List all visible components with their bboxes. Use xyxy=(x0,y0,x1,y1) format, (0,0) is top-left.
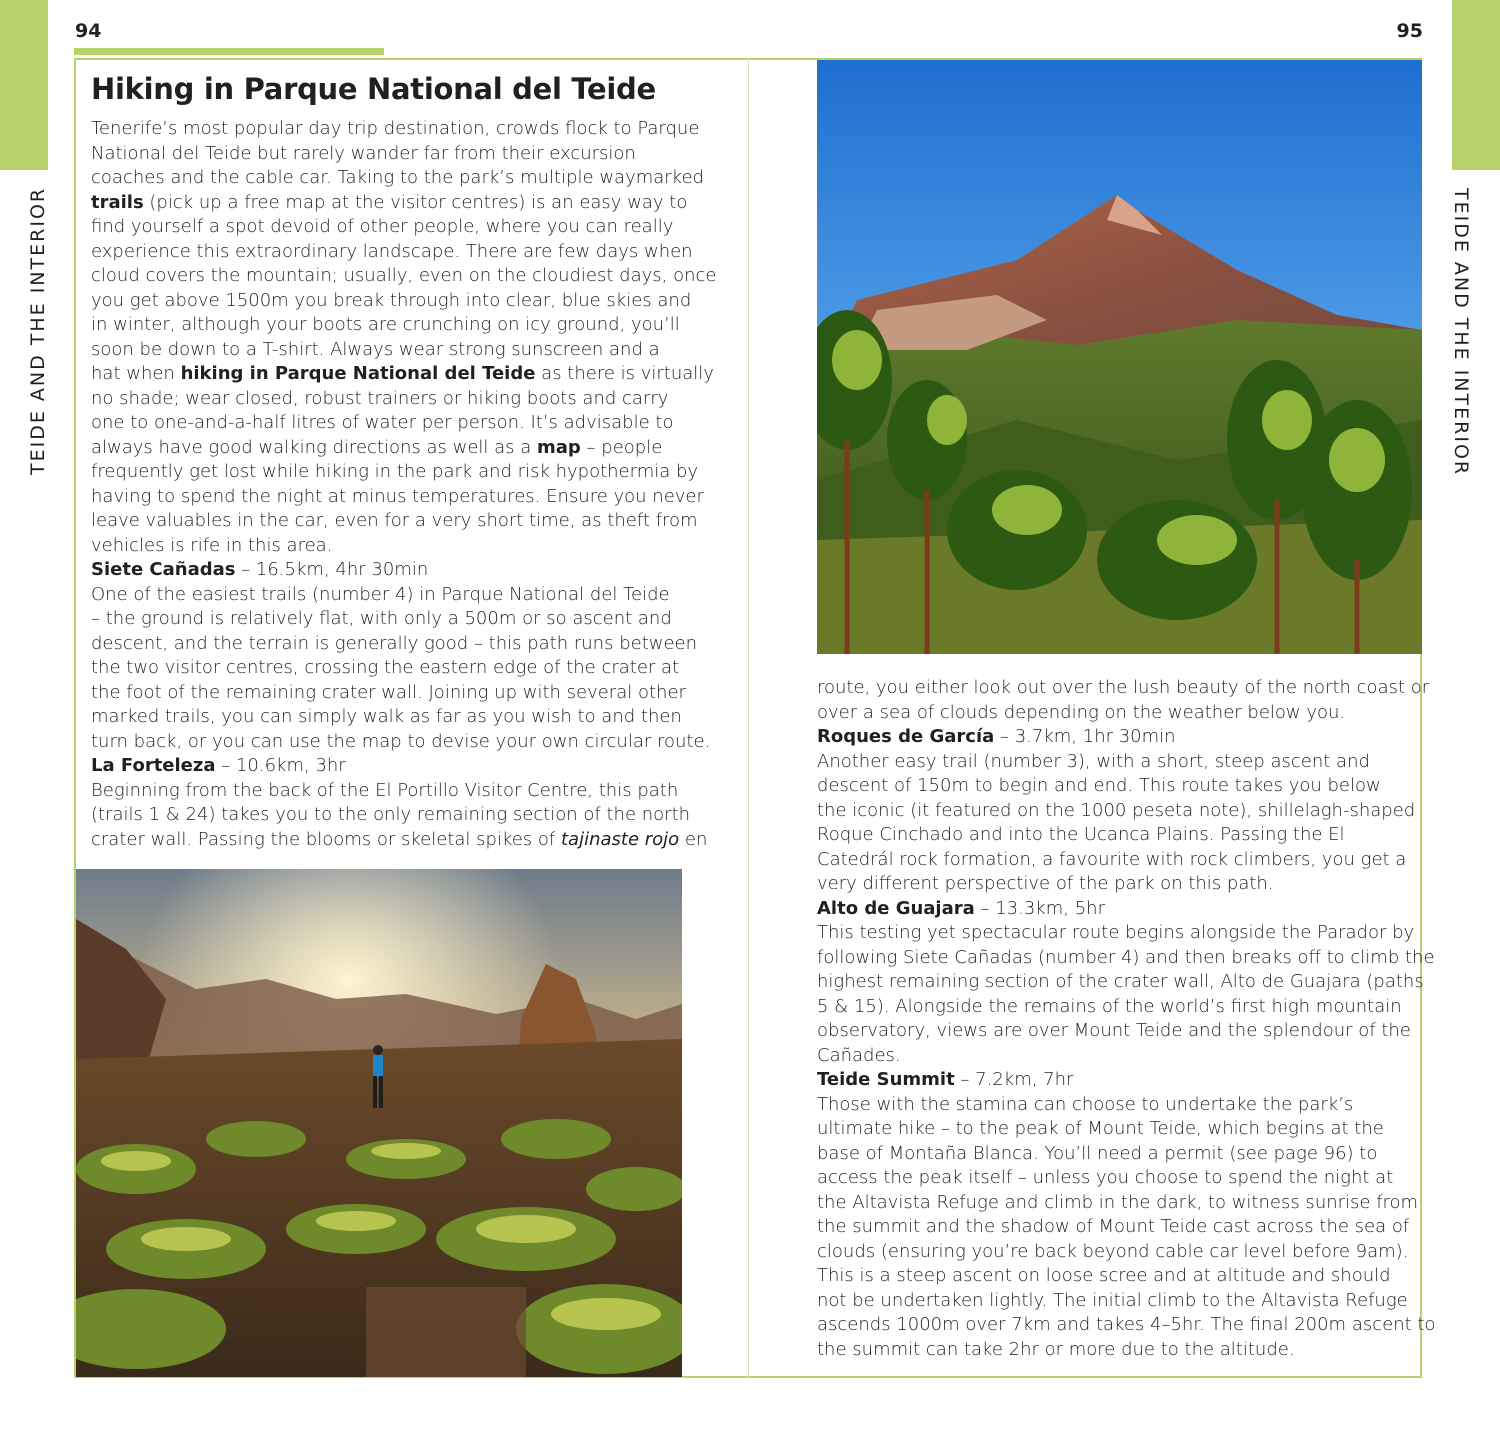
text-line: Beginning from the back of the El Portillo Visitor Centre, this path xyxy=(91,779,679,801)
page-number-left: 94 xyxy=(75,20,102,42)
text-line: crater wall. Passing the blooms or skeletal spikes of tajinaste rojo en xyxy=(91,828,708,850)
photo-hiker-sunset xyxy=(76,869,682,1377)
text-line: descent of 150m to begin and end. This route takes you below xyxy=(817,775,1381,796)
text-line: in winter, although your boots are crunching on icy ground, you’ll xyxy=(91,314,680,335)
text-line: 5 & 15). Alongside the remains of the world’s first high mountain xyxy=(817,995,1402,1017)
text-line: cloud covers the mountain; usually, even on the cloudiest days, once xyxy=(91,265,717,286)
text-line: base of Montaña Blanca. You’ll need a permit (see page 96) to xyxy=(817,1142,1378,1164)
route-heading: Siete Cañadas – 16.5km, 4hr 30min xyxy=(91,559,429,580)
text-line: following Siete Cañadas (number 4) and then breaks off to climb the xyxy=(817,946,1435,968)
article-column-right xyxy=(817,676,1436,1362)
text-line: the Altavista Refuge and climb in the dark, to witness sunrise from xyxy=(817,1191,1419,1213)
text-line: find yourself a spot devoid of other people, where you can really xyxy=(91,216,674,237)
text-line: experience this extraordinary landscape. There are few days when xyxy=(91,240,693,262)
keyword-trails: trails xyxy=(91,191,144,213)
text-line: Those with the stamina can choose to undertake the park’s xyxy=(817,1093,1354,1115)
text-line: leave valuables in the car, even for a very short time, as theft from xyxy=(91,510,698,531)
text-line: National del Teide but rarely wander far from their excursion xyxy=(91,142,636,164)
text-line: clouds (ensuring you’re back beyond cable car level before 9am). xyxy=(817,1240,1409,1262)
running-head-right: TEIDE AND THE INTERIOR xyxy=(1450,188,1472,477)
text-line: very different perspective of the park on this path. xyxy=(817,873,1274,894)
text-line: soon be down to a T-shirt. Always wear strong sunscreen and a xyxy=(91,338,660,360)
section-tab-left xyxy=(0,0,48,170)
keyword-hiking: hiking in Parque National del Teide xyxy=(180,363,536,384)
text-line: observatory, views are over Mount Teide and the splendour of the xyxy=(817,1020,1411,1041)
text-line: hat when hiking in Parque National del Teide as there is virtually xyxy=(91,363,714,384)
text-line: descent, and the terrain is generally good – this path runs between xyxy=(91,632,698,654)
text-line: This testing yet spectacular route begins alongside the Parador by xyxy=(817,922,1415,943)
page-number-right: 95 xyxy=(1396,20,1423,42)
text-line: access the peak itself – unless you choose to spend the night at xyxy=(817,1167,1394,1188)
text-line: always have good walking directions as well as a map – people xyxy=(91,436,663,458)
text-line: Tenerife’s most popular day trip destination, crowds flock to Parque xyxy=(91,118,700,139)
text-line: Catedrál rock formation, a favourite with rock climbers, you get a xyxy=(817,848,1407,870)
text-line: Roque Cinchado and into the Ucanca Plains. Passing the El xyxy=(817,824,1345,845)
route-heading: Alto de Guajara – 13.3km, 5hr xyxy=(817,897,1105,919)
text-line: the two visitor centres, crossing the eastern edge of the crater at xyxy=(91,657,680,678)
text-line: coaches and the cable car. Taking to the park’s multiple waymarked xyxy=(91,167,704,188)
text-line: vehicles is rife in this area. xyxy=(91,534,333,556)
text-line: This is a steep ascent on loose scree and at altitude and should xyxy=(817,1265,1391,1286)
text-line: frequently get lost while hiking in the park and risk hypothermia by xyxy=(91,461,699,482)
text-line: One of the easiest trails (number 4) in Parque National del Teide xyxy=(91,583,670,605)
text-line: you get above 1500m you break through into clear, blue skies and xyxy=(91,289,692,311)
text-line: ultimate hike – to the peak of Mount Teide, which begins at the xyxy=(817,1118,1384,1139)
text-line: no shade; wear closed, robust trainers or hiking boots and carry xyxy=(91,387,669,409)
text-line: (trails 1 & 24) takes you to the only remaining section of the north xyxy=(91,804,691,825)
route-heading: La Forteleza – 10.6km, 3hr xyxy=(91,755,346,776)
text-line: route, you either look out over the lush beauty of the north coast or xyxy=(817,677,1430,698)
text-line: highest remaining section of the crater wall, Alto de Guajara (paths xyxy=(817,971,1424,992)
text-line: the summit and the shadow of Mount Teide cast across the sea of xyxy=(817,1216,1410,1237)
text-line: the summit can take 2hr or more due to the altitude. xyxy=(817,1338,1295,1360)
text-line: marked trails, you can simply walk as far as you wish to and then xyxy=(91,706,682,727)
text-line: one to one-and-a-half litres of water per person. It’s advisable to xyxy=(91,412,674,433)
text-line: the foot of the remaining crater wall. Joining up with several other xyxy=(91,681,686,703)
route-heading: Teide Summit – 7.2km, 7hr xyxy=(817,1069,1074,1090)
running-head-left: TEIDE AND THE INTERIOR xyxy=(27,186,49,475)
text-line: over a sea of clouds depending on the weather below you. xyxy=(817,701,1346,723)
text-line: – the ground is relatively flat, with only a 500m or so ascent and xyxy=(91,608,672,629)
text-line: having to spend the night at minus temperatures. Ensure you never xyxy=(91,485,704,507)
photo-mount-teide xyxy=(817,60,1422,654)
title-accent-bar xyxy=(74,48,384,55)
text-line: turn back, or you can use the map to devise your own circular route. xyxy=(91,730,711,752)
text-line: Cañades. xyxy=(817,1044,901,1066)
text-line: Another easy trail (number 3), with a short, steep ascent and xyxy=(817,750,1370,772)
page-title: Hiking in Parque National del Teide xyxy=(91,72,656,106)
text-line: not be undertaken lightly. The initial climb to the Altavista Refuge xyxy=(817,1289,1408,1311)
article-column-left xyxy=(91,117,717,852)
text-line: the iconic (it featured on the 1000 peseta note), shillelagh-shaped xyxy=(817,799,1416,821)
text-line: ascends 1000m over 7km and takes 4–5hr. The final 200m ascent to xyxy=(817,1314,1436,1335)
route-heading: Roques de García – 3.7km, 1hr 30min xyxy=(817,726,1176,747)
text-line: trails (pick up a free map at the visitor centres) is an easy way to xyxy=(91,191,688,213)
column-divider xyxy=(748,58,749,1378)
section-tab-right xyxy=(1452,0,1500,170)
keyword-map: map xyxy=(537,436,581,458)
